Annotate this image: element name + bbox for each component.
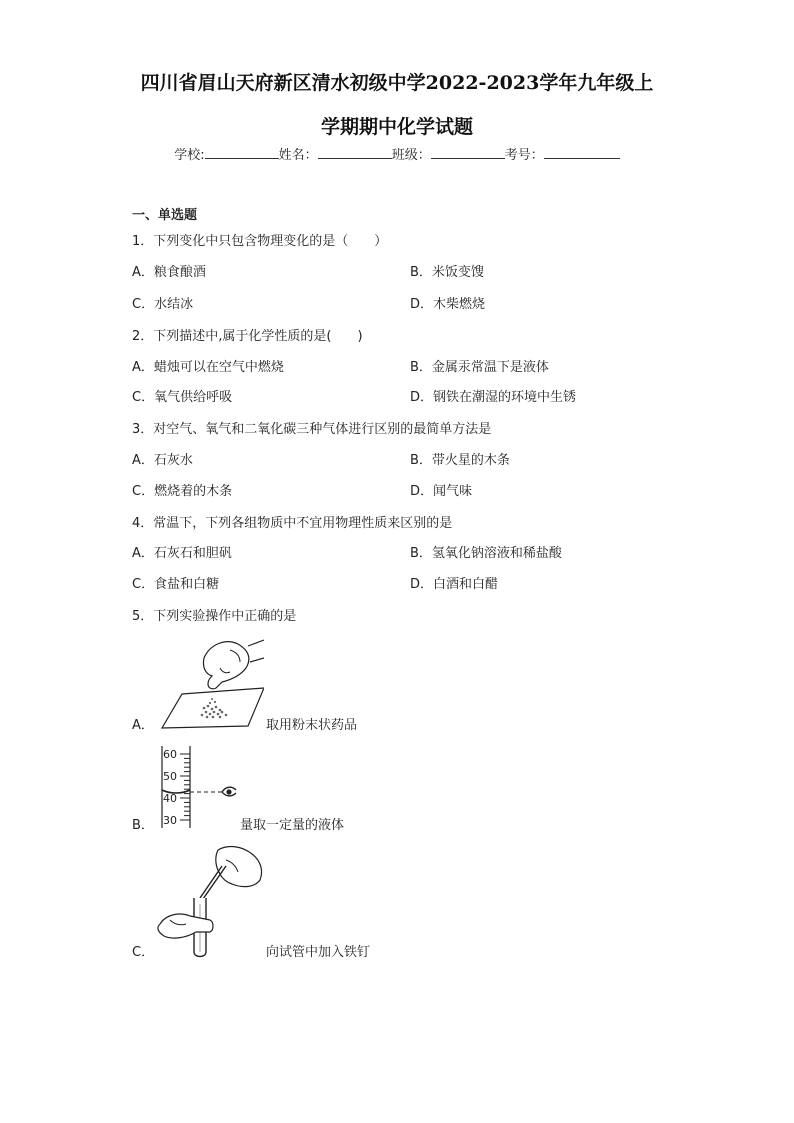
question-1-option-b: B．米饭变馊 [410, 265, 484, 280]
school-label: 学校: [174, 148, 205, 163]
question-5-option-c-label: C． [132, 945, 155, 960]
question-3-option-c: C．燃烧着的木条 [132, 484, 233, 499]
question-5-option-c-caption: 向试管中加入铁钉 [266, 945, 371, 960]
cylinder-tick-label: 40 [163, 792, 177, 805]
hand-powder-icon [160, 636, 264, 732]
page-title-line-1: 四川省眉山天府新区清水初级中学2022-2023学年九年级上 [140, 72, 654, 94]
hand-tweezers-icon [156, 840, 266, 960]
question-2-stem: 2．下列描述中,属于化学性质的是( ) [132, 329, 363, 344]
question-5-option-b-label: B． [132, 818, 154, 833]
question-5-option-a-label: A． [132, 718, 154, 733]
question-1-option-c: C．水结冰 [132, 297, 194, 312]
cylinder-tick-label: 30 [163, 814, 177, 827]
school-blank[interactable] [205, 146, 279, 159]
question-1-option-a: A．粮食酿酒 [132, 265, 206, 280]
question-5-stem: 5．下列实验操作中正确的是 [132, 609, 297, 624]
class-blank[interactable] [431, 146, 505, 159]
question-4-option-d: D．白酒和白醋 [410, 577, 499, 592]
question-4-option-b: B．氢氧化钠溶液和稀盐酸 [410, 546, 562, 561]
question-5-option-a-caption: 取用粉末状药品 [266, 718, 358, 733]
class-label: 班级： [391, 148, 431, 163]
question-2-option-b: B．金属汞常温下是液体 [410, 360, 549, 375]
question-3-stem: 3．对空气、氧气和二氧化碳三种气体进行区别的最简单方法是 [132, 422, 492, 437]
page-title-line-2: 学期期中化学试题 [320, 116, 473, 138]
question-4-stem: 4．常温下，下列各组物质中不宜用物理性质来区别的是 [132, 516, 453, 531]
name-label: 姓名： [278, 148, 318, 163]
measuring-cylinder-icon [150, 744, 246, 828]
eye-icon [222, 787, 236, 796]
question-3-option-b: B．带火星的木条 [410, 453, 510, 468]
question-5-option-b-caption: 量取一定量的液体 [240, 818, 345, 833]
question-3-option-d: D．闻气味 [410, 484, 473, 499]
name-blank[interactable] [318, 146, 392, 159]
question-4-option-a: A．石灰石和胆矾 [132, 546, 232, 561]
student-info [0, 144, 794, 163]
question-2-option-c: C．氧气供给呼吸 [132, 390, 233, 405]
question-1-option-d: D．木柴燃烧 [410, 297, 486, 312]
number-label: 考号： [504, 148, 544, 163]
question-3-option-a: A．石灰水 [132, 453, 193, 468]
question-4-option-c: C．食盐和白糖 [132, 577, 220, 592]
cylinder-tick-label: 60 [163, 748, 177, 761]
question-1-stem: 1．下列变化中只包含物理变化的是（ ） [132, 234, 388, 249]
question-2-option-d: D．钢铁在潮湿的环境中生锈 [410, 390, 577, 405]
section-title: 一、单选题 [132, 208, 198, 223]
number-blank[interactable] [544, 146, 620, 159]
question-2-option-a: A．蜡烛可以在空气中燃烧 [132, 360, 284, 375]
cylinder-tick-label: 50 [163, 770, 177, 783]
